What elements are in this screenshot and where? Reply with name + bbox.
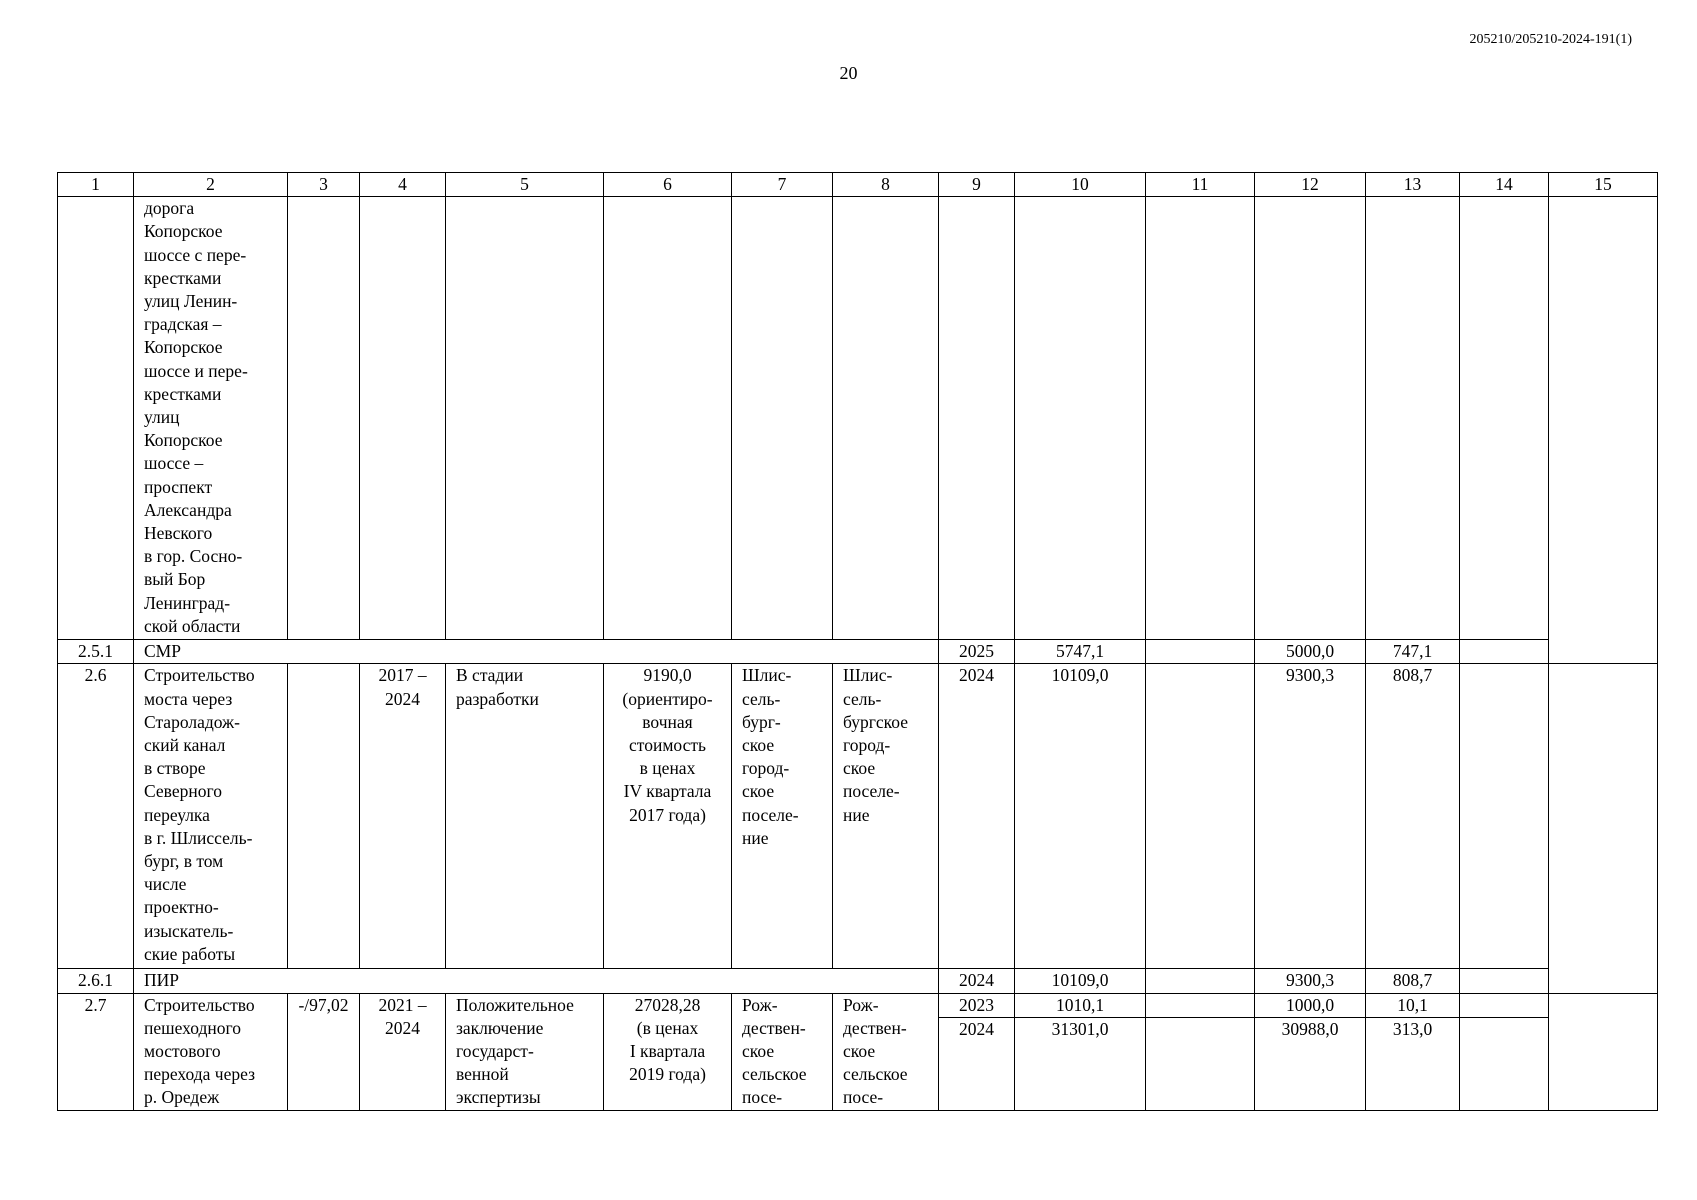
- table-cell: [1146, 1017, 1255, 1110]
- column-header: 5: [446, 173, 604, 197]
- period-cell: 2017 – 2024: [360, 664, 446, 969]
- cost-cell: 27028,28 (в ценах I квартала 2019 года): [604, 993, 732, 1110]
- table-cell: [1460, 664, 1549, 969]
- table-cell: [1255, 197, 1366, 640]
- column-header: 14: [1460, 173, 1549, 197]
- capacity-cell: -/97,02: [288, 993, 360, 1110]
- column-header: 4: [360, 173, 446, 197]
- table-cell: [1460, 640, 1549, 664]
- table-row-2-6: [58, 664, 1658, 969]
- table-cell: [360, 197, 446, 640]
- table-cell: [1460, 993, 1549, 1017]
- total-cell: 5747,1: [1015, 640, 1146, 664]
- object-name-cell: СМР: [134, 640, 939, 664]
- status-cell: Положительное заключение государст- венной экспертизы: [446, 993, 604, 1110]
- table-cell: [833, 197, 939, 640]
- table-cell: [939, 197, 1015, 640]
- amount-cell: 9300,3: [1255, 969, 1366, 993]
- column-header: 1: [58, 173, 134, 197]
- column-header: 12: [1255, 173, 1366, 197]
- amount-cell: 9300,3: [1255, 664, 1366, 969]
- table-cell: [288, 664, 360, 969]
- construction-table: [57, 172, 1658, 1111]
- table-cell: [604, 197, 732, 640]
- table-row-2-7: [58, 993, 1658, 1017]
- total-cell: 1010,1: [1015, 993, 1146, 1017]
- period-cell: 2021 – 2024: [360, 993, 446, 1110]
- row-number: 2.6.1: [58, 969, 134, 993]
- amount-cell: 313,0: [1366, 1017, 1460, 1110]
- column-header: 15: [1549, 173, 1658, 197]
- object-name-cell: Строительство пешеходного мостового перехода через р. Оредеж: [134, 993, 288, 1110]
- municipality-cell: Рож- дествен- ское сельское посе-: [833, 993, 939, 1110]
- header-row: [58, 173, 1658, 197]
- table-cell: [288, 197, 360, 640]
- column-header: 3: [288, 173, 360, 197]
- municipality-cell: Шлис- сель- бургское город- ское поселе- ние: [833, 664, 939, 969]
- status-cell: В стадии разработки: [446, 664, 604, 969]
- table-cell: [1549, 993, 1658, 1110]
- table-cell: [1146, 664, 1255, 969]
- column-header: 13: [1366, 173, 1460, 197]
- table-cell: [446, 197, 604, 640]
- column-header: 2: [134, 173, 288, 197]
- amount-cell: 5000,0: [1255, 640, 1366, 664]
- table-row-continuation: [58, 197, 1658, 640]
- amount-cell: 10,1: [1366, 993, 1460, 1017]
- table-cell: [1549, 197, 1658, 664]
- table-cell: [1460, 1017, 1549, 1110]
- year-cell: 2024: [939, 1017, 1015, 1110]
- row-number: 2.6: [58, 664, 134, 969]
- row-number: 2.5.1: [58, 640, 134, 664]
- amount-cell: 747,1: [1366, 640, 1460, 664]
- table-cell: [58, 197, 134, 640]
- municipality-cell: Рож- дествен- ское сельское посе-: [732, 993, 833, 1110]
- table-cell: [732, 197, 833, 640]
- amount-cell: 1000,0: [1255, 993, 1366, 1017]
- amount-cell: 808,7: [1366, 664, 1460, 969]
- object-name-cell: Строительство моста через Староладож- ский канал в створе Северного переулка в г. Шлиссель- бург, в том числе проектно- изыскатель- ские работы: [134, 664, 288, 969]
- year-cell: 2024: [939, 664, 1015, 969]
- row-number: 2.7: [58, 993, 134, 1110]
- table-cell: [1460, 197, 1549, 640]
- municipality-cell: Шлис- сель- бург- ское город- ское поселе- ние: [732, 664, 833, 969]
- year-cell: 2023: [939, 993, 1015, 1017]
- cost-cell: 9190,0 (ориентиро- вочная стоимость в ценах IV квартала 2017 года): [604, 664, 732, 969]
- year-cell: 2025: [939, 640, 1015, 664]
- year-cell: 2024: [939, 969, 1015, 993]
- column-header: 10: [1015, 173, 1146, 197]
- table-row-2-5-1: [58, 640, 1658, 664]
- column-header: 7: [732, 173, 833, 197]
- object-name-cell: ПИР: [134, 969, 939, 993]
- table-row-2-6-1: [58, 969, 1658, 993]
- column-header: 6: [604, 173, 732, 197]
- table-cell: [1146, 969, 1255, 993]
- table-cell: [1549, 664, 1658, 993]
- total-cell: 31301,0: [1015, 1017, 1146, 1110]
- column-header: 9: [939, 173, 1015, 197]
- table-cell: [1146, 197, 1255, 640]
- table-cell: [1146, 993, 1255, 1017]
- amount-cell: 808,7: [1366, 969, 1460, 993]
- document-id: 205210/205210-2024-191(1): [1469, 32, 1632, 47]
- table-cell: [1146, 640, 1255, 664]
- amount-cell: 30988,0: [1255, 1017, 1366, 1110]
- table-cell: [1366, 197, 1460, 640]
- page-number: 20: [839, 63, 858, 83]
- table-cell: [1015, 197, 1146, 640]
- total-cell: 10109,0: [1015, 664, 1146, 969]
- column-header: 8: [833, 173, 939, 197]
- total-cell: 10109,0: [1015, 969, 1146, 993]
- object-name-cell: дорога Копорское шоссе с пере- крестками улиц Ленин- градская – Копорское шоссе и пере- крестками улиц Копорское шоссе – проспект Александра Невского в гор. Сосно- вый Бор Ленинград- ской области: [134, 197, 288, 640]
- table-cell: [1460, 969, 1549, 993]
- column-header: 11: [1146, 173, 1255, 197]
